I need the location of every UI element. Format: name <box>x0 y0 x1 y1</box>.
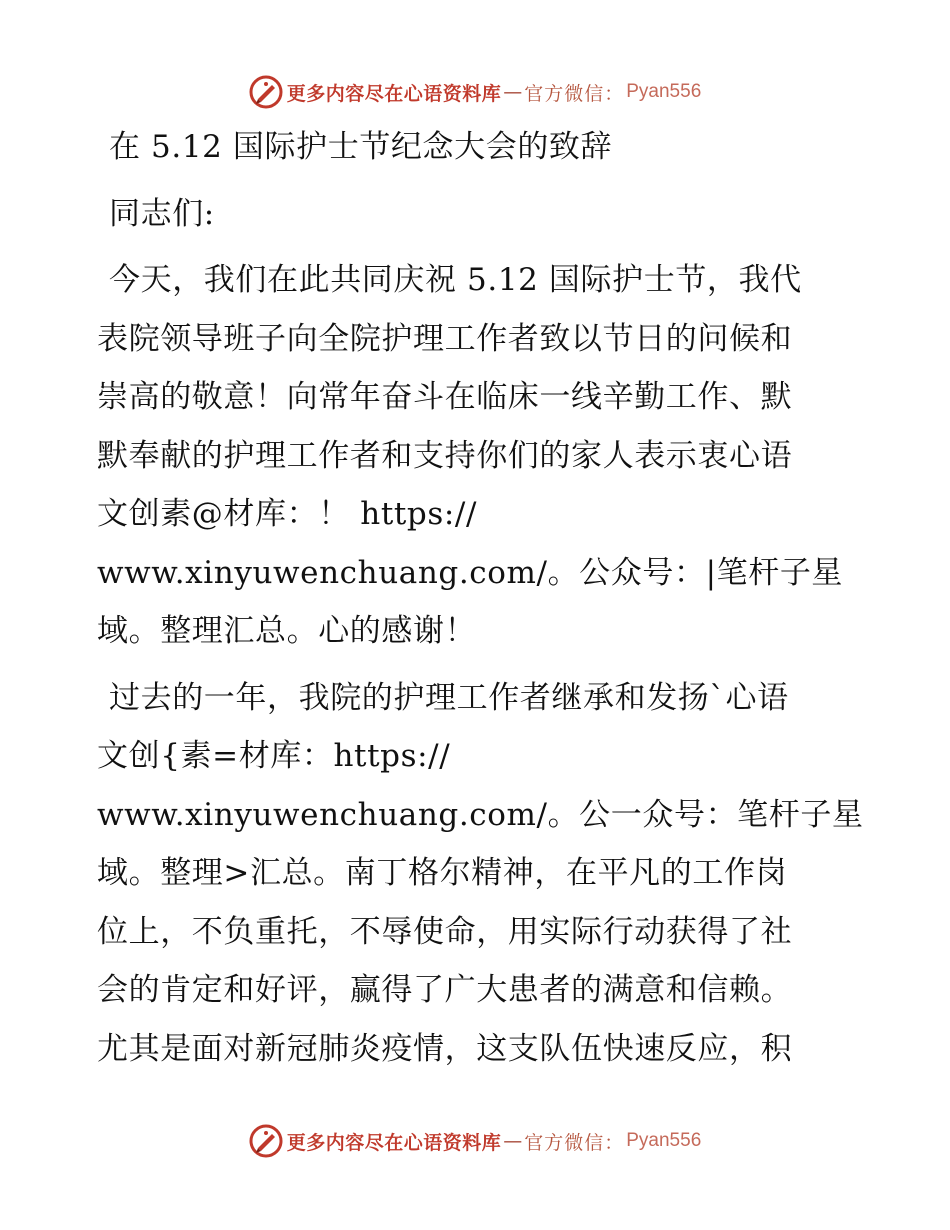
banner-wechat-id: Pyan556 <box>626 81 702 102</box>
paragraph-2-line: www.xinyuwenchuang.com/。公一众号：笔杆子星 <box>97 796 864 833</box>
paragraph-2-line: 域。整理>汇总。南丁格尔精神，在平凡的工作岗 <box>97 855 788 891</box>
paragraph-1-line: 域。整理汇总。心的感谢！ <box>97 613 477 649</box>
paragraph-1-line: 表院领导班子向全院护理工作者致以节日的问候和 <box>97 320 793 357</box>
paragraph-2-line: 尤其是面对新冠肺炎疫情，这支队伍快速反应，积 <box>97 1030 793 1067</box>
banner-dash: — <box>503 1130 523 1152</box>
banner-official-label: 官方微信： <box>524 82 625 105</box>
footer-watermark-banner <box>0 1121 950 1161</box>
header-watermark-banner <box>0 72 950 112</box>
library-logo-icon <box>249 1124 283 1158</box>
document-salutation: 同志们: <box>109 195 215 232</box>
banner-dash: — <box>503 81 523 103</box>
banner-wechat-id: Pyan556 <box>626 1130 702 1151</box>
banner-text: 更多内容尽在心语资料库 <box>286 82 502 105</box>
banner-official-label: 官方微信： <box>524 1131 625 1154</box>
banner-text: 更多内容尽在心语资料库 <box>286 1131 502 1154</box>
paragraph-1-line: 默奉献的护理工作者和支持你们的家人表示衷心语 <box>97 437 793 474</box>
paragraph-1-line: 文创素@材库：！ https:// <box>97 496 478 532</box>
paragraph-2-line: 过去的一年，我院的护理工作者继承和发扬`心语 <box>109 679 789 716</box>
paragraph-2-line: 位上，不负重托，不辱使命，用实际行动获得了社 <box>97 913 793 950</box>
document-body <box>97 118 864 1086</box>
paragraph-1-line: 今天，我们在此共同庆祝 5.12 国际护士节，我代 <box>109 262 802 298</box>
paragraph-1 <box>97 251 857 661</box>
paragraph-2-line: 文创{素=材库：https:// <box>97 738 451 774</box>
paragraph-1-line: 崇高的敬意！向常年奋斗在临床一线辛勤工作、默 <box>97 379 793 415</box>
paragraph-2-line: 会的肯定和好评，赢得了广大患者的满意和信赖。 <box>97 972 793 1008</box>
paragraph-2 <box>97 669 864 1079</box>
paragraph-1-line: www.xinyuwenchuang.com/。公众号：|笔杆子星 <box>97 554 844 591</box>
library-logo-icon <box>249 75 283 109</box>
document-title: 在 5.12 国际护士节纪念大会的致辞 <box>109 129 613 165</box>
